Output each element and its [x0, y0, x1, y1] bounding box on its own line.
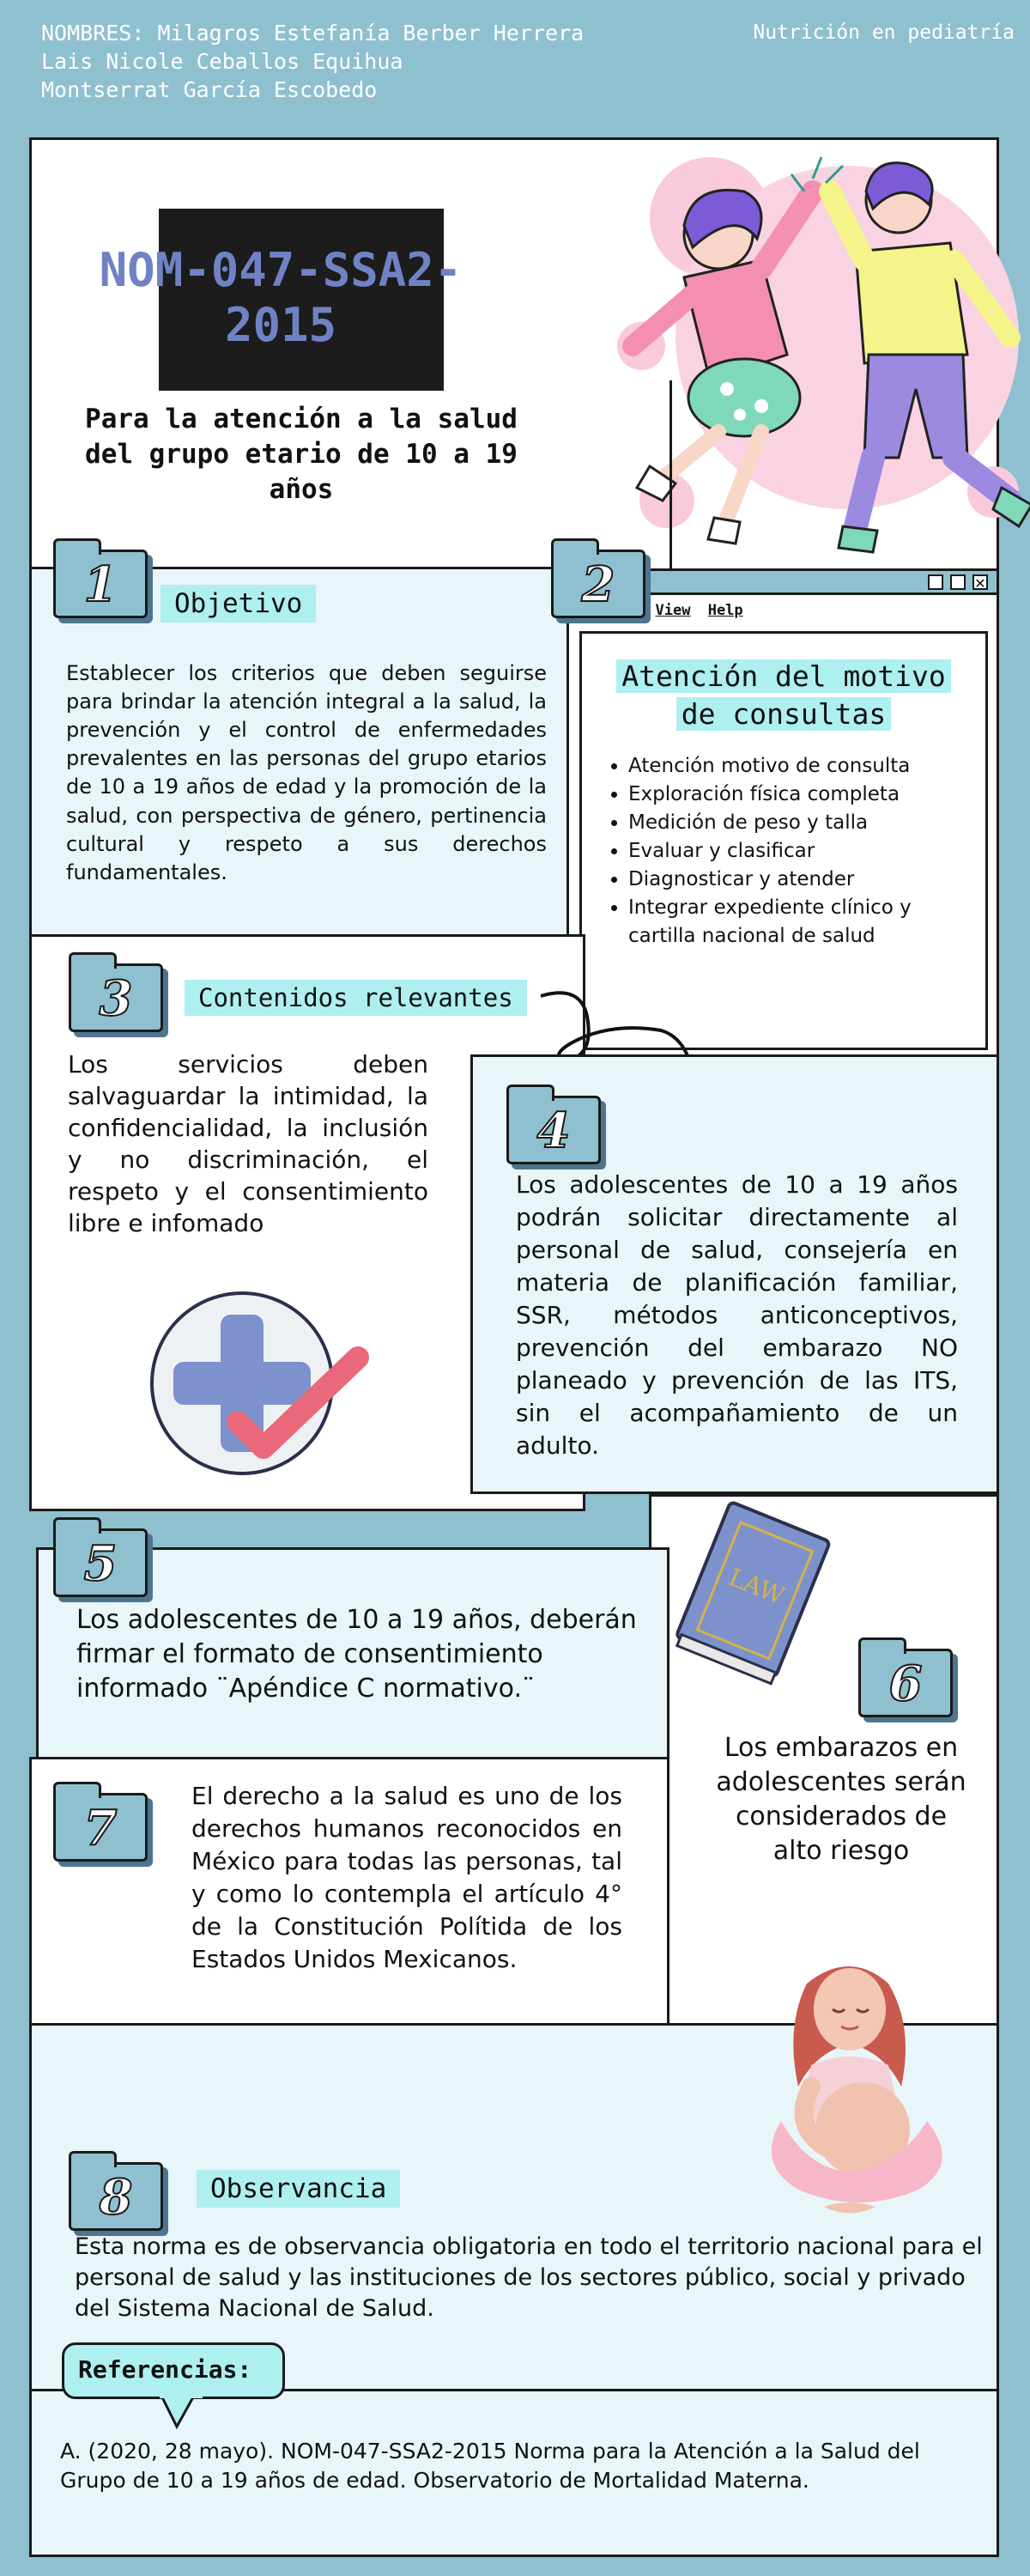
menu-help[interactable]: Help	[707, 602, 743, 619]
section-8-heading: Observancia	[197, 2170, 400, 2208]
section-5-text: Los adolescentes de 10 a 19 años, deberán firmar el formato de consentimiento informado ¨Apéndice C normativo.¨	[76, 1605, 637, 1704]
section-7-badge: 7	[53, 1793, 148, 1862]
title-card-divider	[670, 380, 672, 574]
window-menubar	[629, 602, 743, 619]
authors-line-2: Lais Nicole Ceballos Equihua	[41, 49, 403, 74]
authors-line-1: NOMBRES: Milagros Estefanía Berber Herrera	[41, 21, 585, 46]
health-cross-check-icon	[143, 1280, 392, 1478]
menu-view[interactable]: View	[655, 602, 691, 619]
section-8-text: Esta norma es de observancia obligatoria en todo el territorio nacional para el personal de salud y las instituciones de los sectores público, social y privado del Sistema Nacional de Salud.	[75, 2233, 983, 2322]
norm-code-line-1: NOM-047-SSA2-	[99, 243, 463, 297]
section-2-heading-line-1: Atención del motivo	[616, 659, 951, 693]
references-text: A. (2020, 28 mayo). NOM-047-SSA2-2015 Norma para la Atención a la Salud del Grupo de 10 a 19 años de edad. Observatorio de Mortalidad Materna.	[60, 2439, 920, 2493]
title-card	[29, 137, 999, 571]
close-icon[interactable]: ✕	[972, 574, 988, 590]
authors-block	[41, 19, 694, 104]
pregnant-woman-illustration	[730, 1949, 970, 2224]
references-heading: Referencias:	[78, 2355, 252, 2384]
list-item: • Diagnosticar y atender	[628, 866, 946, 894]
bubble-tail-icon	[160, 2396, 203, 2430]
norm-code-line-2: 2015	[224, 298, 337, 352]
list-item: • Exploración física completa	[628, 781, 946, 809]
section-1-heading: Objetivo	[161, 585, 316, 623]
list-item: • Medición de peso y talla	[628, 809, 946, 837]
law-book-icon	[652, 1490, 850, 1687]
section-1-card	[29, 567, 579, 945]
section-5-badge: 5	[53, 1528, 148, 1597]
high-five-illustration	[564, 97, 1030, 578]
section-4-badge: 4	[506, 1096, 601, 1164]
section-2-list	[603, 752, 946, 951]
norm-code	[75, 243, 487, 353]
maximize-icon[interactable]	[950, 574, 966, 590]
section-4-text: Los adolescentes de 10 a 19 años podrán solicitar directamente al personal de salud, consejería en materia de planificación familiar, SSR, métodos anticonceptivos, prevención del embarazo NO planeado y prevención de las ITS, sin el acompañamiento de un adulto.	[516, 1170, 958, 1460]
section-6-text: Los embarazos en adolescentes serán considerados de alto riesgo	[716, 1733, 966, 1866]
list-item: • Evaluar y clasificar	[628, 837, 946, 866]
section-7-text: El derecho a la salud es uno de los derechos humanos reconocidos en México para todas las personas, tal y como lo contempla el artículo 4° de la Constitución Polítida de los Estados Unidos Mexicanos.	[191, 1782, 622, 1973]
section-2-heading	[582, 658, 985, 733]
title-subtitle: Para la atención a la salud del grupo etario de 10 a 19 años	[85, 404, 518, 505]
references-bubble	[62, 2342, 285, 2399]
section-3-text: Los servicios deben salvaguardar la intimidad, la confidencialidad, la inclusión y no discriminación, el respeto y el consentimiento libre e infomado	[68, 1050, 428, 1237]
section-3-heading: Contenidos relevantes	[185, 980, 527, 1016]
list-item: • Integrar expediente clínico y cartilla nacional de salud	[628, 894, 946, 951]
section-1-text: Establecer los criterios que deben seguirse para brindar la atención integral a la salud, la prevención y el control de enfermedades prevalentes en las personas del grupo etarios de 10 a 19 años de edad y la promoción de la salud, con perspectiva de género, pertinencia cultural y respeto a sus derechos fundamentales.	[66, 661, 547, 884]
authors-line-3: Montserrat García Escobedo	[41, 77, 378, 102]
course-name: Nutrición en pediatría	[753, 21, 1015, 44]
book-label: LAW	[724, 1562, 789, 1611]
section-2-badge: 2	[551, 550, 645, 618]
list-item: • Atención motivo de consulta	[628, 752, 946, 781]
minimize-icon[interactable]	[928, 574, 943, 590]
section-1-badge: 1	[53, 550, 148, 618]
section-2-heading-line-2: de consultas	[676, 697, 891, 731]
section-6-badge: 6	[858, 1649, 953, 1717]
section-8-badge: 8	[69, 2162, 163, 2231]
section-3-badge: 3	[69, 963, 163, 1032]
